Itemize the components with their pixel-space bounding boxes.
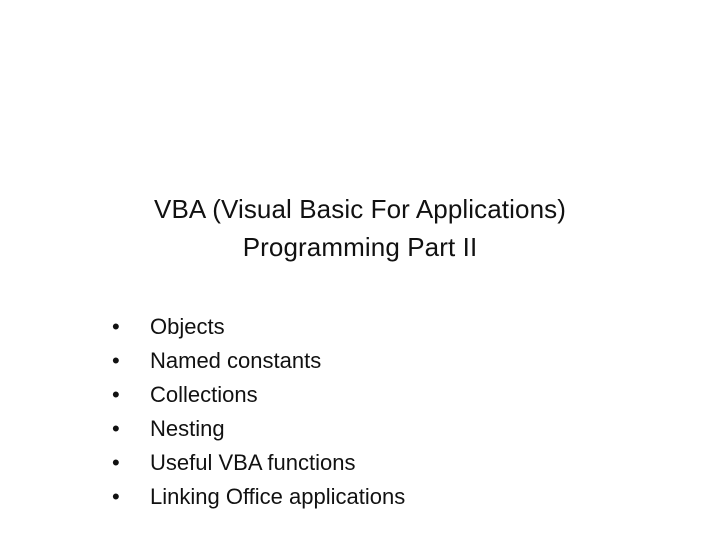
bullet-text: Objects [150,314,225,339]
bullet-icon: • [112,314,120,339]
bullet-text: Linking Office applications [150,484,406,509]
bullet-item-linking-office-applications [112,480,405,514]
bullet-item-useful-vba-functions [112,446,405,480]
bullet-item-objects [112,310,405,344]
bullet-icon: • [112,450,120,475]
title-line-2: Programming Part II [242,232,478,262]
bullet-text: Nesting [150,416,225,441]
bullet-text: Collections [150,382,258,407]
bullet-text: Named constants [150,348,322,373]
bullet-item-named-constants [112,344,405,378]
bullet-icon: • [112,382,120,407]
bullet-icon: • [112,416,120,441]
bullet-icon: • [112,348,120,373]
slide-title [0,190,720,266]
bullet-item-nesting [112,412,405,446]
title-line-1: VBA (Visual Basic For Applications) [154,194,566,224]
bullet-icon: • [112,484,120,509]
bullet-item-collections [112,378,405,412]
bullet-list [112,310,405,514]
bullet-text: Useful VBA functions [150,450,356,475]
